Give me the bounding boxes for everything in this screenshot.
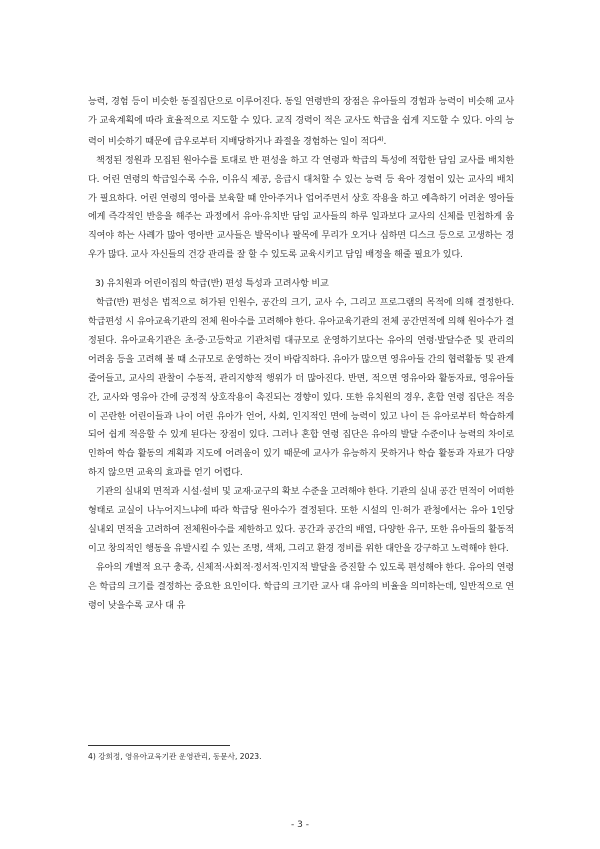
- footnote-ref: 4): [377, 135, 384, 143]
- footnote-divider: [88, 745, 230, 746]
- paragraph-4: 기관의 실내외 면적과 시설·설비 및 교재·교구의 확보 수준을 고려해야 한다. 기관의 실내 공간 면적이 어떠한 형태로 교실이 나누어지느냐에 따라 학급당 원아수가 결정된다. 또한 시설의 인·허가 관청에서는 유아 1인당 실내외 면적을 고려하여 전체원아수를 제한하고 있다. 공간과 공간의 배열, 다양한 유구, 또한 유아들의 활동적이고 창의적인 행동을 유발시킬 수 있는 조명, 색채, 그리고 환경 정비를 위한 대안을 강구하고 노력해야 한다.: [88, 487, 517, 554]
- footnote: 4) 강희정, 영유아교육기관 운영관리, 동문사, 2023.: [88, 752, 262, 761]
- section-heading: 3) 유치원과 어린이집의 학급(반) 편성 특성과 고려사항 비교: [95, 279, 329, 290]
- paragraph-1-text: 능력, 경험 등이 비슷한 동질집단으로 이루어진다. 동일 연령반의 장점은 유아들의 경험과 능력이 비슷해 교사가 교육계획에 따라 효율적으로 지도할 수 있다. 교직 경력이 적은 교사도 학급을 쉽게 지도할 수 있다. 아의 능력이 비슷하기 때문에 급우로부터 지배당하거나 좌절을 경험하는 일이 적다: [88, 97, 514, 147]
- paragraph-3: 학급(반) 편성은 법적으로 허가된 인원수, 공간의 크기, 교사 수, 그리고 프로그램의 목적에 의해 결정한다. 학급편성 시 유아교육기관의 전체 원아수를 고려해야 한다. 유아교육기관의 전체 공간면적에 의해 원아수가 결정된다. 유아교육기관은 초·중·고등학교 기관처럼 대규모로 운영하기보다는 유아의 연령·발달수준 및 관리의 어려움 등을 고려해 볼 때 소규모로 운영하는 것이 바람직하다. 유아가 많으면 영유아들 간의 협력활동 및 관계 줄어들고, 교사의 관찰이 수동적, 관리지향적 행위가 더 많아진다. 반면, 적으면 영유아와 활동자료, 영유아들 간, 교사와 영유아 간에 긍정적 상호작용이 촉진되는 경향이 있다. 또한 유치원의 경우, 혼합 연령 집단은 적응이 곤란한 어린이들과 나이 어린 유아가 언어, 사회, 인지적인 면에 능력이 있고 나이 든 유아로부터 학습하게 되어 쉽게 적응할 수 있게 된다는 장점이 있다. 그러나 혼합 연령 집단은 유아의 발달 수준이나 능력의 차이로 인하여 학습 활동의 계획과 지도에 어려움이 있기 때문에 교사가 유능하지 못하거나 학습 활동과 자료가 다양하지 않으면 교육의 효과를 얻기 어렵다.: [88, 298, 517, 479]
- paragraph-2: 책정된 정원과 모집된 원아수를 토대로 반 편성을 하고 각 연령과 학급의 특성에 적합한 담임 교사를 배치한다. 어린 연령의 학급일수록 수유, 이유식 제공, 응급시 대처할 수 있는 능력 등 육아 경험이 있는 교사의 배치가 필요하다. 어린 연령의 영아를 보육할 때 안아주거나 업어주면서 상호 작용을 하고 예측하기 어려운 영아들에게 즉각적인 반응을 해주는 과정에서 유아·유치반 담임 교사들의 하루 일과보다 교사의 신체를 민첩하게 움직여야 하는 사례가 많아 영아반 교사들은 발목이나 팔목에 무리가 오거나 심하면 디스크 등으로 고생하는 경우가 많다. 교사 자신들의 건강 관리를 잘 할 수 있도록 교육시키고 담임 배정을 해줄 필요가 있다.: [88, 155, 514, 261]
- paragraph-1: 능력, 경험 등이 비슷한 동질집단으로 이루어진다. 동일 연령반의 장점은 유아들의 경험과 능력이 비슷해 교사가 교육계획에 따라 효율적으로 지도할 수 있다. 교직 경력이 적은 교사도 학급을 쉽게 지도할 수 있다. 아의 능력이 비슷하기 때문에 급우로부터 지배당하거나 좌절을 경험하는 일이 적다$^{4)}$.: [88, 97, 514, 147]
- body-text: [88, 93, 517, 615]
- page-number: - 3 -: [291, 820, 309, 830]
- paragraph-5: 유아의 개별적 요구 충족, 신체적·사회적·정서적·인지적 발달을 증진할 수 있도록 편성해야 한다. 유아의 연령은 학급의 크기를 결정하는 중요한 요인이다. 학급의 크기란 교사 대 유아의 비율을 의미하는데, 일반적으로 연령이 낮을수록 교사 대 유: [88, 562, 514, 611]
